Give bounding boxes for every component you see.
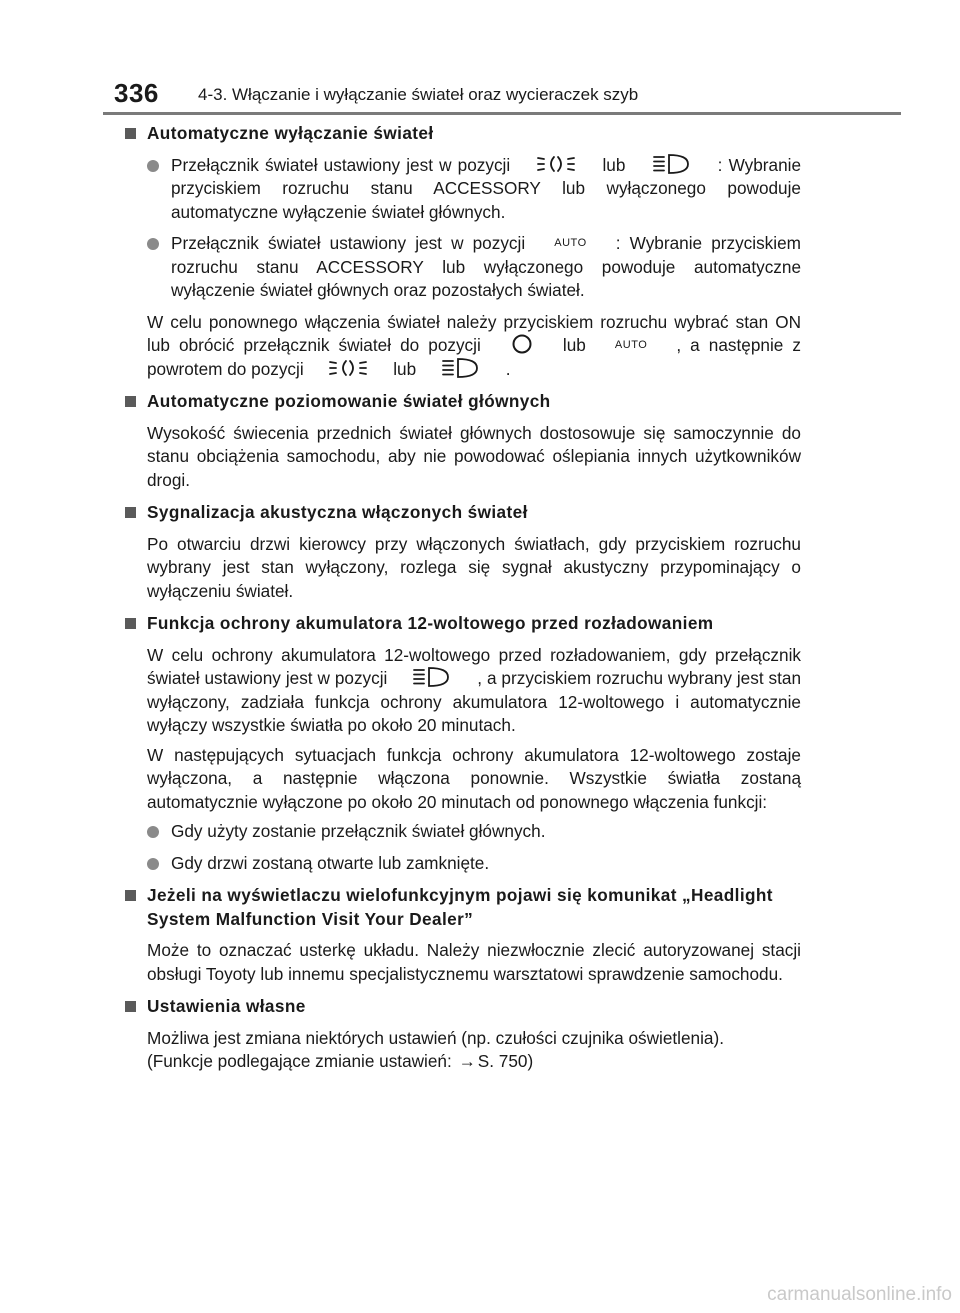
headlights-icon bbox=[441, 356, 481, 380]
headlights-icon bbox=[652, 152, 692, 176]
parking-lights-icon bbox=[536, 152, 576, 176]
paragraph: Wysokość świecenia przednich świateł głównych dostosowuje się samoczynnie do stanu obciążenia samochodu, aby nie powodować oślepiania innych użytkowników drogi. bbox=[147, 422, 801, 490]
auto-lights-icon: AUTO bbox=[554, 236, 587, 249]
headlights-icon bbox=[412, 665, 452, 689]
section-marker-icon bbox=[125, 1001, 136, 1012]
section-marker-icon bbox=[125, 618, 136, 629]
paragraph: W celu ochrony akumulatora 12-woltowego przed rozładowaniem, gdy przełącznik świateł ustawiony jest w pozycji , a przyciskiem rozruchu wybrany jest stan wyłączony, zadziała funkcja ochrony akumulatora 12-woltowego i automatycznie wyłączy wszystkie światła po około 20 minutach. bbox=[147, 644, 802, 735]
bullet-dot-icon bbox=[147, 858, 159, 870]
chapter-title: 4-3. Włączanie i wyłączanie świateł oraz wycieraczek szyb bbox=[198, 85, 639, 104]
section-buzzer bbox=[121, 501, 801, 603]
lights-off-icon bbox=[510, 332, 534, 356]
page-header bbox=[0, 0, 960, 118]
section-marker-icon bbox=[125, 128, 136, 139]
bullet-item: Gdy drzwi zostaną otwarte lub zamknięte. bbox=[121, 852, 801, 876]
section-title: Funkcja ochrony akumulatora 12-woltowego przed rozładowaniem bbox=[121, 612, 801, 636]
bullet-item: Przełącznik świateł ustawiony jest w pozycji lub : Wybranie przyciskiem rozruchu stanu ACCESSORY lub wyłączonego powoduje automatyczne wyłączenie świateł głównych. bbox=[121, 154, 801, 225]
paragraph: Możliwa jest zmiana niektórych ustawień (np. czułości czujnika oświetlenia). (Funkcje podlegające zmianie ustawień: → S. 750) bbox=[121, 1027, 801, 1074]
section-title: Jeżeli na wyświetlaczu wielofunkcyjnym pojawi się komunikat „Headlight System Malfunction Visit Your Dealer” bbox=[121, 884, 801, 931]
section-title: Ustawienia własne bbox=[121, 995, 801, 1019]
section-auto-off bbox=[121, 122, 801, 381]
parking-lights-icon bbox=[328, 356, 368, 380]
section-title: Automatyczne poziomowanie świateł głównych bbox=[121, 390, 801, 414]
section-malfunction bbox=[121, 884, 801, 986]
section-marker-icon bbox=[125, 507, 136, 518]
bullet-item: Przełącznik świateł ustawiony jest w pozycji AUTO : Wybranie przyciskiem rozruchu stanu ACCESSORY lub wyłączonego powoduje automatyczne wyłączenie świateł głównych oraz pozostałych świateł. bbox=[121, 232, 801, 303]
section-marker-icon bbox=[125, 396, 136, 407]
section-title: Automatyczne wyłączanie świateł bbox=[121, 122, 801, 146]
watermark: carmanualsonline.info bbox=[767, 1284, 952, 1305]
bullet-dot-icon bbox=[147, 826, 159, 838]
header-divider bbox=[103, 112, 901, 115]
paragraph: Po otwarciu drzwi kierowcy przy włączonych światłach, gdy przyciskiem rozruchu wybrany jest stan wyłączony, rozlega się sygnał akustyczny przypominający o wyłączeniu świateł. bbox=[147, 533, 801, 601]
paragraph: W celu ponownego włączenia świateł należy przyciskiem rozruchu wybrać stan ON lub obrócić przełącznik świateł do pozycji lub AUTO , a następnie z powrotem do pozycji lub . bbox=[147, 311, 801, 379]
arrow-right-icon: → bbox=[458, 1051, 476, 1071]
section-leveling bbox=[121, 390, 801, 492]
section-title: Sygnalizacja akustyczna włączonych świateł bbox=[121, 501, 801, 525]
paragraph: W następujących sytuacjach funkcja ochrony akumulatora 12-woltowego zostaje wyłączona, a następnie włączona ponownie. Wszystkie światła zostaną automatycznie wyłączone po około 20 minutach od ponownego włączenia funkcji: bbox=[147, 744, 801, 812]
bullet-item: Gdy użyty zostanie przełącznik świateł głównych. bbox=[121, 820, 801, 844]
section-battery bbox=[121, 612, 801, 875]
section-custom bbox=[121, 995, 801, 1074]
auto-lights-icon: AUTO bbox=[614, 338, 648, 351]
paragraph: Może to oznaczać usterkę układu. Należy niezwłocznie zlecić autoryzowanej stacji obsługi Toyoty lub innemu specjalistycznemu warsztatowi sprawdzenie samochodu. bbox=[147, 940, 801, 984]
section-marker-icon bbox=[125, 890, 136, 901]
page-content bbox=[121, 122, 801, 1083]
bullet-dot-icon bbox=[147, 238, 159, 250]
bullet-dot-icon bbox=[147, 160, 159, 172]
page-number: 336 bbox=[114, 78, 159, 108]
